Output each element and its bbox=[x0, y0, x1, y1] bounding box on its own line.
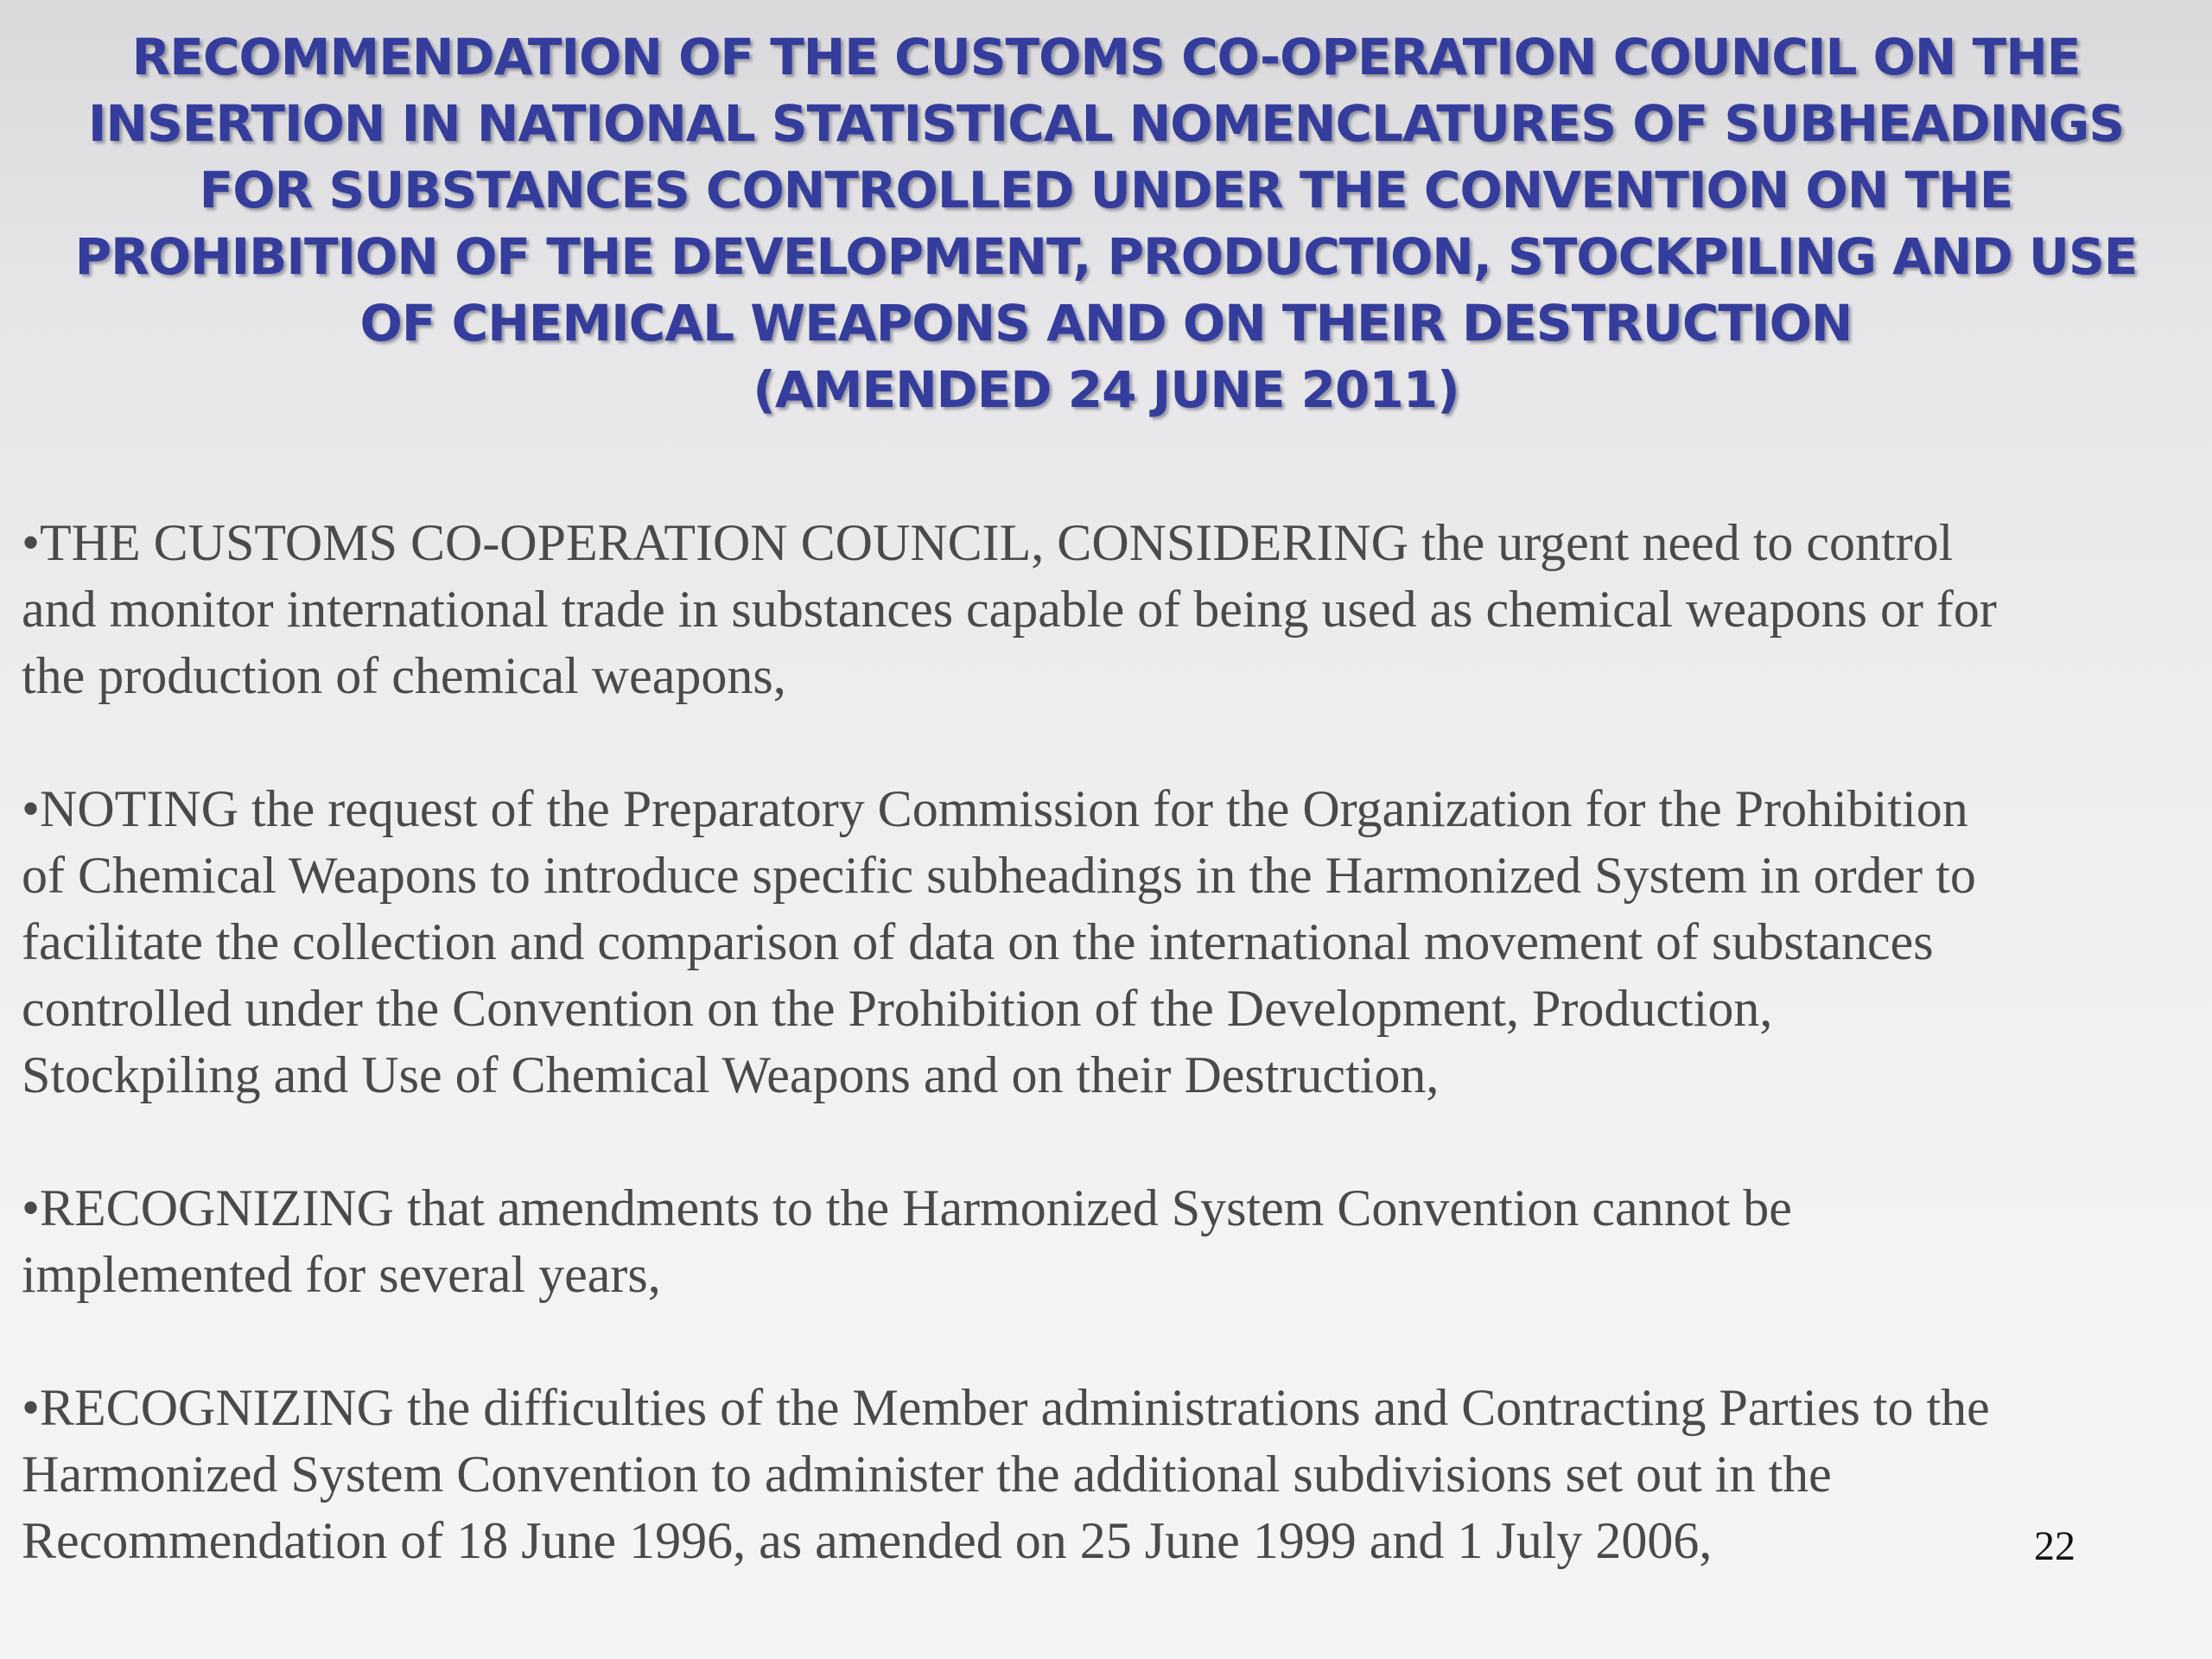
paragraph-line: •THE CUSTOMS CO-OPERATION COUNCIL, CONSIDERING the urgent need to control bbox=[22, 514, 1954, 571]
paragraph-line: •RECOGNIZING that amendments to the Harmonized System Convention cannot be bbox=[22, 1179, 1792, 1236]
paragraph-line: •RECOGNIZING the difficulties of the Member administrations and Contracting Parties to the bbox=[22, 1379, 1990, 1436]
paragraph-line: Harmonized System Convention to administer the additional subdivisions set out in the bbox=[22, 1446, 1832, 1503]
paragraph-line: Stockpiling and Use of Chemical Weapons and on their Destruction, bbox=[22, 1046, 1440, 1103]
title-line: PROHIBITION OF THE DEVELOPMENT, PRODUCTION, STOCKPILING AND USE bbox=[74, 227, 2138, 286]
slide-title bbox=[17, 24, 2195, 423]
paragraph-recognizing-difficulties bbox=[22, 1375, 2190, 1574]
paragraph-line: the production of chemical weapons, bbox=[22, 647, 786, 704]
paragraph-line: controlled under the Convention on the Prohibition of the Development, Production, bbox=[22, 980, 1773, 1037]
paragraph-line: of Chemical Weapons to introduce specific subheadings in the Harmonized System in order to bbox=[22, 847, 1976, 904]
paragraph-line: facilitate the collection and comparison of data on the international movement of substances bbox=[22, 913, 1934, 970]
paragraph-line: •NOTING the request of the Preparatory Commission for the Organization for the Prohibition bbox=[22, 780, 1968, 837]
title-line: FOR SUBSTANCES CONTROLLED UNDER THE CONVENTION ON THE bbox=[199, 161, 2013, 219]
title-line: OF CHEMICAL WEAPONS AND ON THEIR DESTRUCTION bbox=[359, 294, 1853, 353]
paragraph-line: Recommendation of 18 June 1996, as amended on 25 June 1999 and 1 July 2006, bbox=[22, 1512, 1713, 1569]
paragraph-considering bbox=[22, 510, 2190, 709]
paragraph-recognizing-amendments bbox=[22, 1175, 2190, 1308]
title-line: RECOMMENDATION OF THE CUSTOMS CO-OPERATION COUNCIL ON THE bbox=[131, 28, 2081, 86]
page-number: 22 bbox=[2034, 1523, 2075, 1569]
title-line: INSERTION IN NATIONAL STATISTICAL NOMENCLATURES OF SUBHEADINGS bbox=[87, 94, 2125, 153]
paragraph-noting bbox=[22, 776, 2190, 1109]
slide-body bbox=[22, 510, 2190, 1641]
paragraph-line: implemented for several years, bbox=[22, 1246, 661, 1303]
paragraph-line: and monitor international trade in substances capable of being used as chemical weapons or for bbox=[22, 581, 1997, 638]
title-line: (AMENDED 24 JUNE 2011) bbox=[753, 360, 1459, 419]
